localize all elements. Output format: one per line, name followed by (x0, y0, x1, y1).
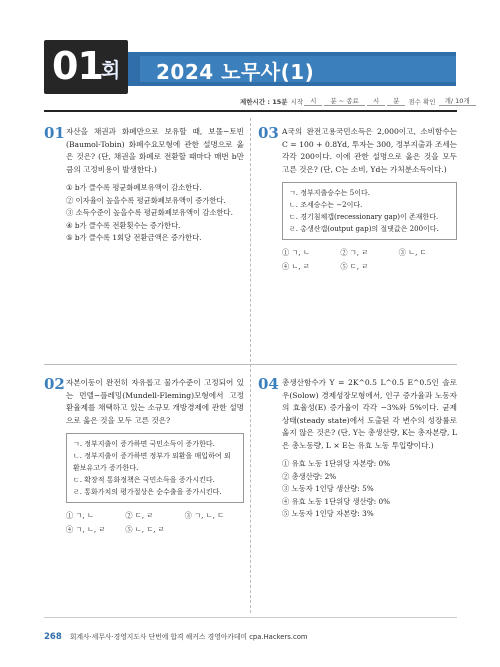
choice-3[interactable]: ③ 노동자 1인당 생산량: 5% (282, 484, 374, 494)
choice-list (66, 510, 244, 536)
question-number: 02 (44, 375, 65, 393)
score-field[interactable]: 개/ 10개 (439, 96, 476, 106)
statement-box (282, 182, 457, 240)
question-02 (66, 377, 244, 536)
choice-5[interactable]: ⑤ b가 클수록 1회당 전환금액은 증가한다. (66, 233, 202, 243)
choice-3[interactable]: ③ 소득수준이 높을수록 평균화폐보유액이 감소한다. (66, 208, 233, 218)
choice-5[interactable]: ⑤ ㄴ, ㄷ, ㄹ (125, 524, 165, 534)
statement-item: ㄱ. 정부지출승수는 5이다. (289, 189, 370, 197)
statement-item: ㄷ. 확장적 통화정책은 국민소득을 증가시킨다. (73, 476, 215, 484)
choice-2[interactable]: ② 총생산량: 2% (282, 471, 337, 481)
start-hour-field[interactable]: 시 (304, 96, 322, 106)
choice-5[interactable]: ⑤ 노동자 1인당 자본량: 3% (282, 509, 374, 519)
choice-1[interactable]: ① ㄱ, ㄴ (282, 248, 310, 257)
choice-4[interactable]: ④ 유효 노동 1단위당 생산량: 0% (282, 496, 391, 506)
choice-1[interactable]: ① b가 클수록 평균화폐보유액이 감소한다. (66, 183, 202, 192)
statement-item: ㄴ. 정부지출이 증가하면 정부가 외환을 매입하여 외환보유고가 증가한다. (73, 452, 231, 472)
page-title: 2024 노무사(1) (156, 60, 315, 84)
choice-2[interactable]: ② 이자율이 높을수록 평균화폐보유액이 증가한다. (66, 195, 226, 205)
footer-text: 회계사·세무사·경영지도사 단번에 합격 해커스 경영아카데미 cpa.Hackers.com (69, 633, 308, 641)
question-text: 자본이동이 완전히 자유롭고 물가수준이 고정되어 있는 먼델−플레밍(Mundell-Fleming)모형에서 고정환율제를 채택하고 있는 소규모 개방경제에 관한 설명으로 옳은 것을 모두 고른 것은? (66, 378, 244, 425)
question-03 (282, 126, 457, 273)
choice-5[interactable]: ⑤ ㄷ, ㄹ (340, 261, 369, 271)
choice-4[interactable]: ④ ㄴ, ㄹ (282, 261, 310, 271)
question-number: 04 (258, 375, 279, 393)
column-divider (250, 118, 251, 613)
round-suffix: 회 (101, 58, 121, 82)
header-divider (44, 110, 457, 112)
end-minute-field[interactable]: 분 (387, 96, 405, 106)
start-minute-field[interactable]: 분 ~ 종료 (324, 96, 364, 106)
question-text: 자산을 채권과 화폐만으로 보유할 때, 보몰−토빈(Baumol-Tobin) 화폐수요모형에 관한 설명으로 옳은 것은? (단, 채권을 화폐로 전환할 때마다 매번 b만큼의 고정비용이 발생한다.) (66, 127, 244, 174)
statement-item: ㄷ. 경기침체갭(recessionary gap)이 존재한다. (289, 213, 439, 221)
statement-item: ㄱ. 정부지출이 증가하면 국민소득이 증가한다. (73, 440, 215, 448)
page-number: 268 (44, 632, 62, 642)
statement-item: ㄴ. 조세승수는 −2이다. (289, 201, 363, 209)
choice-list (282, 247, 457, 273)
time-limit-label: 제한시간 : 15분 (240, 97, 288, 106)
question-01 (66, 126, 244, 245)
choice-2[interactable]: ② ㄱ, ㄹ (340, 248, 369, 257)
question-text: 총생산함수가 Y = 2K^0.5 L^0.5 E^0.5인 솔로우(Solow) 경제성장모형에서, 인구 증가율과 노동자의 효율성(E) 증가율이 각각 −3%와 5%이다. 균제상태(steady state)에서 도출된 각 변수의 성장률로 옳지 않은 것은? (단, Y는 총생산량, K는 총자본량, L은 총노동량, L × E는 유효 노동 투입량이다.) (282, 378, 457, 450)
choice-4[interactable]: ④ b가 클수록 전환횟수는 증가한다. (66, 220, 181, 230)
row-divider (44, 364, 457, 365)
choice-4[interactable]: ④ ㄱ, ㄴ, ㄹ (66, 524, 106, 534)
page-header (0, 0, 500, 100)
choice-2[interactable]: ② ㄷ, ㄹ (125, 511, 154, 520)
choice-1[interactable]: ① ㄱ, ㄴ (66, 511, 94, 520)
statement-box (66, 433, 244, 503)
statement-item: ㄹ. 통화가치의 평가절상은 순수출을 증가시킨다. (73, 488, 222, 496)
statement-item: ㄹ. 총생산갭(output gap)의 절댓값은 200이다. (289, 225, 439, 233)
question-number: 03 (258, 124, 279, 142)
question-number: 01 (44, 124, 65, 142)
question-text: A국의 완전고용국민소득은 2,000이고, 소비함수는 C = 100 + 0.8Yd, 투자는 300, 정부지출과 조세는 각각 200이다. 이에 관한 설명으로 옳은 것을 모두 고른 것은? (단, C는 소비, Yd는 가처분소득이다.) (282, 127, 457, 174)
choice-list (66, 182, 244, 245)
footer-divider (44, 617, 457, 618)
time-start-label: 시작 (290, 97, 304, 106)
time-limit-bar (240, 94, 477, 108)
choice-3[interactable]: ③ ㄴ, ㄷ (398, 248, 427, 257)
end-hour-field[interactable]: 시 (367, 96, 385, 106)
score-check-label: 점수 확인 (408, 97, 436, 106)
choice-3[interactable]: ③ ㄱ, ㄴ, ㄷ (184, 511, 225, 520)
choice-1[interactable]: ① 유효 노동 1단위당 자본량: 0% (282, 459, 391, 468)
choice-list (282, 458, 457, 521)
page-footer (44, 631, 307, 642)
question-04 (282, 377, 457, 521)
round-number: 01 (52, 44, 103, 88)
